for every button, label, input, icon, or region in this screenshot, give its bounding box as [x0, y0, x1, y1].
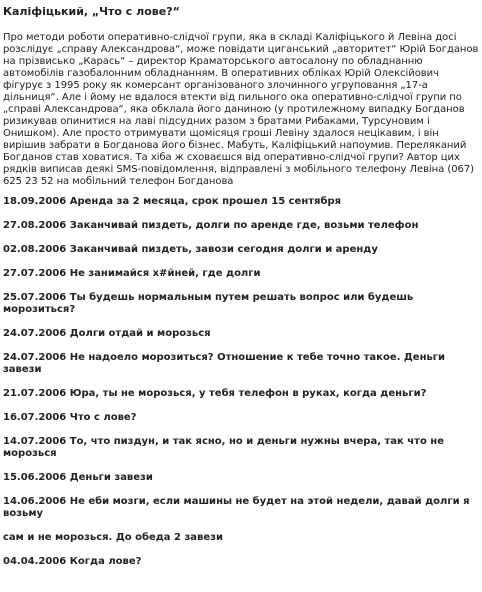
article [3, 5, 479, 568]
sms-message: 16.07.2006 Что с лове? [3, 412, 137, 423]
sms-message: 27.07.2006 Не занимайся х#йней, где долги [3, 268, 261, 279]
sms-message: 14.07.2006 То, что пиздун, и так ясно, но и деньги нужны вчера, так что не морозься [3, 436, 444, 459]
sms-message: 24.07.2006 Не надоело морозиться? Отношение к тебе точно такое. Деньги завези [3, 352, 446, 375]
sms-message: 21.07.2006 Юра, ты не морозься, у тебя телефон в руках, когда деньги? [3, 388, 427, 399]
sms-message: 27.08.2006 Заканчивай пиздеть, долги по аренде где, возьми телефон [3, 220, 419, 231]
sms-message: 24.07.2006 Долги отдай и морозься [3, 328, 211, 339]
article-title: Каліфіцький, „Что с лове?“ [3, 5, 180, 18]
sms-message: 15.06.2006 Деньги завези [3, 472, 153, 483]
sms-message: 25.07.2006 Ты будешь нормальным путем решать вопрос или будешь морозиться? [3, 292, 414, 315]
sms-message: 04.04.2006 Когда лове? [3, 556, 142, 567]
sms-message: 02.08.2006 Заканчивай пиздеть, завози сегодня долги и аренду [3, 244, 378, 255]
sms-message: 14.06.2006 Не еби мозги, если машины не будет на этой недели, давай долги я возьму [3, 496, 470, 519]
article-intro: Про методи роботи оперативно-слідчої групи, яка в складі Каліфіцького й Левіна досі розслідує „справу Александрова“, може повідати циганський „авторитет“ Юрій Богданов на прізвисько „Карась“ – директор Краматорського автосалону по обладнанню автомобілів газобалонним обладнанням. В оперативних обліках Юрій Олексійович фігурує з 1995 року як комерсант організованого злочинного угруповання „17-а дільниця“. Але і йому не вдалося втекти від пильного ока оперативно-слідчої групи по „справі Александрова“, яка обклала його даниною (у протилежному випадку Богданов ризикував опинитися на лаві підсудних разом з братами Рибаками, Турсуновим і Онишком). Але просто отримувати щомісяця гроші Левіну здалося нецікавим, і він вирішив забрати в Богданова його бізнес. Мабуть, Каліфіцький напоумив. Переляканий Богданов став ховатися. Та хіба ж сховаєшся від оперативно-слідчої групи? Автор цих рядків виписав деякі SMS-повідомлення, відправлені з мобільного телефону Левіна (067) 625 23 52 на мобільний телефон Богданова [3, 32, 479, 187]
sms-message: сам и не морозься. До обеда 2 завези [3, 532, 223, 543]
sms-message: 18.09.2006 Аренда за 2 месяца, срок прошел 15 сентября [3, 196, 342, 207]
